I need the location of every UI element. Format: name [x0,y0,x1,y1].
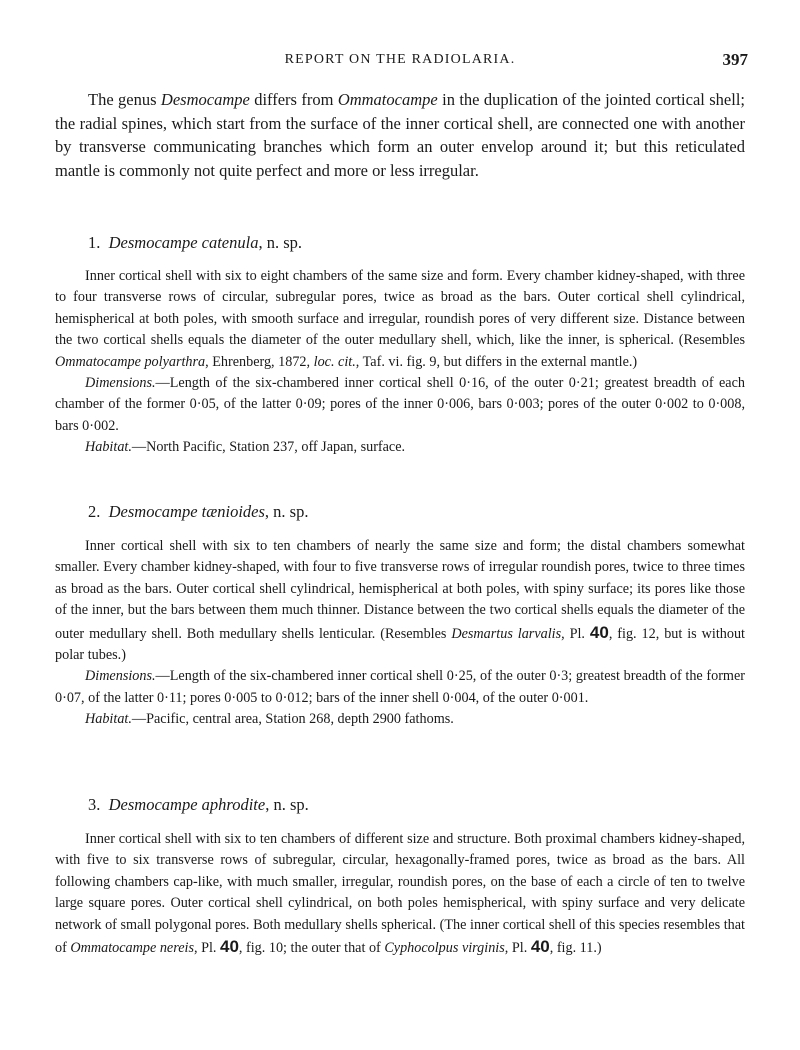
plate-number: 40 [589,622,609,642]
species-epithet: tænioides [201,502,265,521]
running-title: REPORT ON THE RADIOLARIA. [284,52,516,67]
species-description: Inner cortical shell with six to ten chambers of nearly the same size and form; the distal chambers somewhat smaller. Every chamber kidney-shaped, with four to five transverse rows of irregular roundish pores, twice to three times as broad as the bars. Outer cortical shell cylindrical, hemispherical at both poles, with spiny surface; its pores like those of the inner, but the bars between them much thinner. Distance between the two cortical shells equals the diameter of the outer medullary shell. Both medullary shells lenticular. (Resembles Desmartus larvalis, Pl. 40, fig. 12, but is without polar tubes.) [55,538,745,664]
reference-name-2: Cyphocolpus virginis [384,940,505,957]
dimensions-text: —Length of the six-chambered inner cortical shell 0·16, of the outer 0·21; greatest breadth of each chamber of the former 0·05, of the latter 0·09; pores of the inner 0·006, bars 0·003; pores of the outer 0·002 to 0·008, bars 0·002. [55,375,745,434]
dimensions-paragraph [55,666,745,709]
dimensions-label: Dimensions. [85,668,156,685]
habitat-label: Habitat. [85,711,132,728]
page-number: 397 [722,50,748,69]
species-suffix: , n. sp. [265,795,309,814]
intro-text-1: The genus [88,90,161,109]
species-description: Inner cortical shell with six to ten chambers of different size and structure. Both proximal chambers kidney-shaped, with five to six transverse rows of subregular, circular, hexagonally-framed pores, twice as broad as the bars. All following chambers cap-like, with much smaller, irregular, roundish pores, on the base of each a circle of ten to twelve large square pores. Outer cortical shell cylindrical, on both poles hemispherical, with spiny surface and very delicate network of small polygonal pores. Both medullary shells spherical. (The inner cortical shell of this species resembles that of Ommatocampe nereis, Pl. 40, fig. 10; the outer that of Cyphocolpus virginis, Pl. 40, fig. 11.) [55,831,745,957]
loc-cit: loc. cit. [313,353,356,370]
species-epithet: catenula [201,233,259,252]
species-heading-1 [88,233,302,253]
reference-name: Ommatocampe nereis [70,940,194,957]
intro-text-2: differs from [249,90,338,109]
reference-name: Desmartus larvalis [451,625,562,642]
species-number: 1. [88,233,101,252]
species-description: Inner cortical shell with six to eight chambers of the same size and form. Every chamber kidney-shaped, with three to four transverse rows of circular, subregular pores, twice as broad as the bars. Outer cortical shell cylindrical, hemispherical at both poles, with smooth surface and irregular, roundish pores of very different size. Distance between the two cortical shells equals the diameter of the outer medullary shell, which, like the inner, is spherical. (Resembles Ommatocampe polyarthra, Ehrenberg, 1872, loc. cit., Taf. vi. fig. 9, but differs in the external mantle.) [55,268,745,370]
running-head [0,50,800,72]
species-entry-2 [55,536,745,731]
intro-text-3: in the duplication of the jointed cortical shell; the radial spines, which start from the surface of the inner cortical shell, are connected one with another by transverse communicating branches which form an outer envelop around it; but this reticulated mantle is commonly not quite perfect and more or less irregular. [55,90,745,180]
species-entry-3 [55,829,745,959]
species-genus: Desmocampe [108,233,198,252]
reference-name: Ommatocampe polyarthra [55,353,206,370]
intro-paragraph [55,88,745,182]
habitat-text: —Pacific, central area, Station 268, depth 2900 fathoms. [131,711,454,728]
plate-number-2: 40 [530,937,550,957]
intro-genus: Desmocampe [160,90,250,109]
species-heading-3 [88,795,309,815]
habitat-label: Habitat. [85,439,132,456]
dimensions-text: —Length of the six-chambered inner cortical shell 0·25, of the outer 0·3; greatest breadth of the former 0·07, of the latter 0·11; pores 0·005 to 0·012; bars of the inner shell 0·004, of the outer 0·001. [55,668,745,706]
species-suffix: , n. sp. [258,233,303,252]
plate-number: 40 [220,937,239,957]
habitat-paragraph [55,709,745,730]
species-entry-1 [55,266,745,459]
habitat-text: —North Pacific, Station 237, off Japan, surface. [131,439,406,456]
species-heading-2 [88,502,308,522]
species-number: 2. [88,502,101,521]
dimensions-paragraph [55,373,745,437]
species-number: 3. [88,795,101,814]
species-genus: Desmocampe [108,795,198,814]
species-suffix: , n. sp. [264,502,309,521]
species-genus: Desmocampe [108,502,198,521]
intro-compare-genus: Ommatocampe [337,90,438,109]
species-epithet: aphrodite [201,795,266,814]
habitat-paragraph [55,437,745,458]
dimensions-label: Dimensions. [85,375,156,392]
